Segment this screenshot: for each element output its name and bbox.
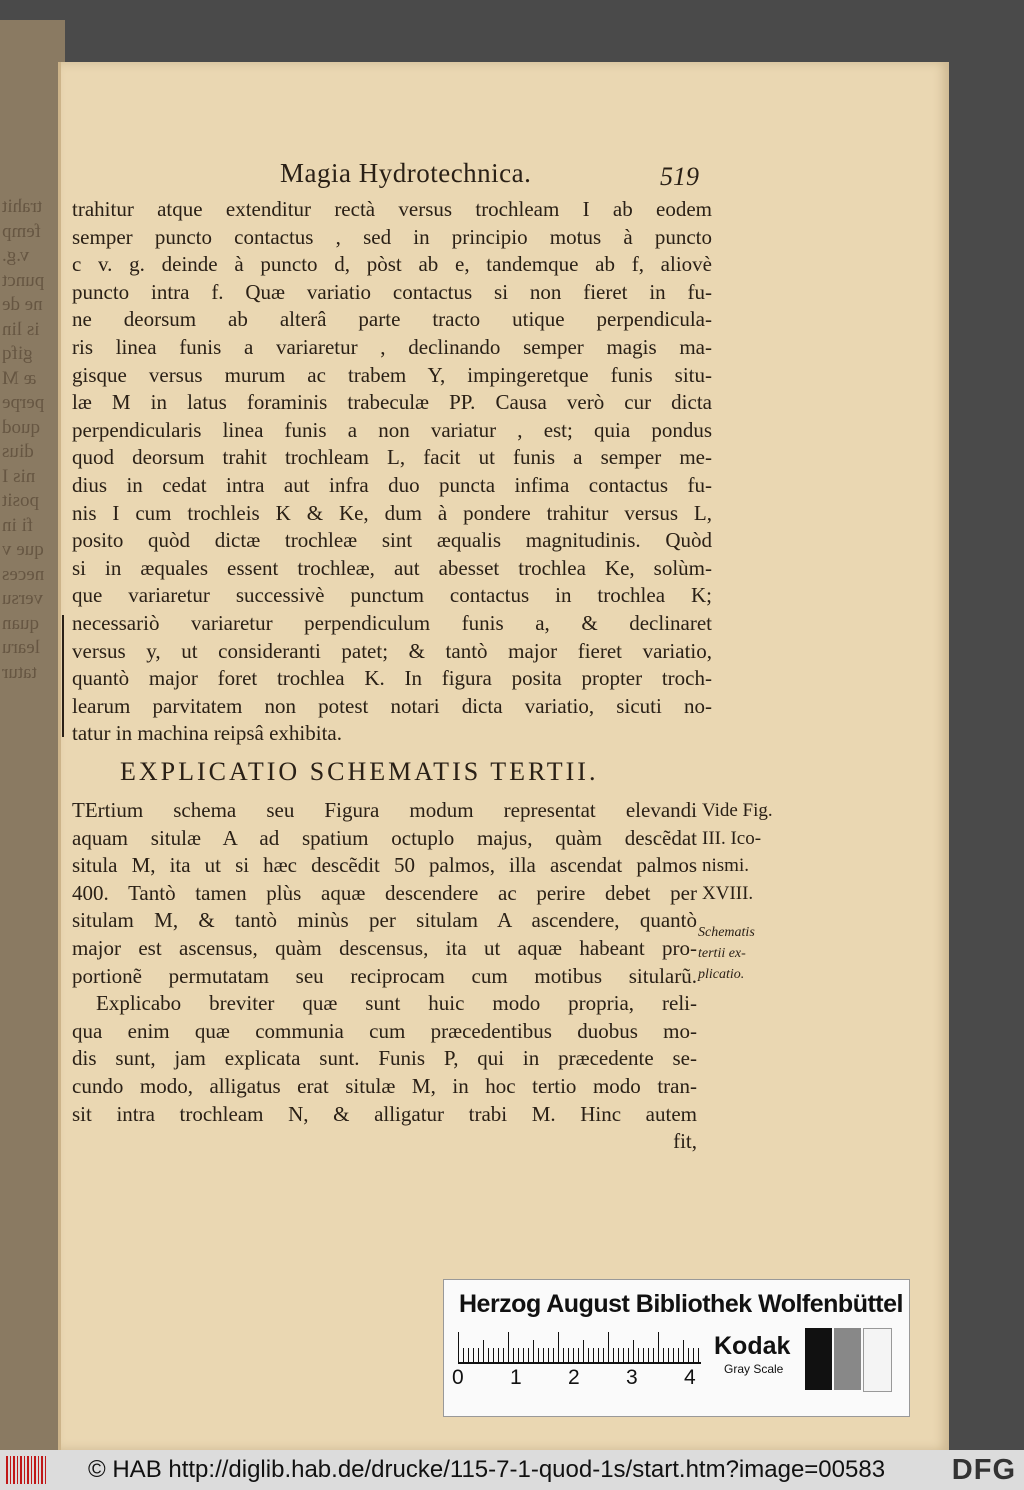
ruler-tick (463, 1348, 464, 1362)
ruler-tick (503, 1348, 504, 1362)
hab-logo-icon (6, 1456, 46, 1484)
bleed-line: perpe (2, 392, 45, 413)
ruler-tick (598, 1348, 599, 1362)
text-line: dis sunt, jam explicata sunt. Funis P, qui in præcedente se- (72, 1046, 697, 1071)
ruler-tick (648, 1348, 649, 1362)
bleed-line: nis I (2, 465, 36, 487)
text-line: learum parvitatem non potest notari dicta variatio, sicuti no- (72, 693, 712, 718)
ruler-tick (668, 1348, 669, 1362)
ruler-tick (578, 1348, 579, 1362)
text-line: aquam situlæ A ad spatium octuplo majus, quàm descẽdat (72, 825, 697, 850)
ruler-tick (488, 1348, 489, 1362)
ruler-tick (478, 1348, 479, 1362)
text-line: nis I cum trochleis K & Ke, dum à pondere trahitur versus L, (72, 500, 712, 525)
bleed-line: trahit (2, 196, 43, 217)
ruler-tick (573, 1348, 574, 1362)
bleed-line: versu (2, 588, 44, 609)
text-line: portionẽ permutatam seu reciprocam cum motibus sitularũ. (72, 963, 697, 988)
ruler-tick (638, 1348, 639, 1362)
bleed-line: v.g. (2, 245, 30, 266)
color-calibration-card (443, 1279, 910, 1417)
bleed-line: learu (2, 637, 40, 658)
ruler-tick (553, 1348, 554, 1362)
bleed-line: quan (2, 612, 39, 634)
text-line: læ M in latus foraminis trabeculæ PP. Causa verò cur dicta (72, 390, 712, 415)
marginal-note-line: tertii ex- (698, 946, 746, 961)
gray-swatch (834, 1328, 861, 1390)
marginal-note-line: Schematis (698, 925, 755, 940)
bleed-line: fi in (2, 514, 34, 536)
library-name: Herzog August Bibliothek Wolfenbüttel (459, 1290, 903, 1318)
text-line: qua enim quæ communia cum præcedentibus duobus mo- (72, 1018, 697, 1043)
page-number: 519 (660, 162, 699, 191)
ruler-tick (493, 1348, 494, 1362)
ruler-tick (543, 1348, 544, 1362)
paragraph-1 (72, 196, 712, 748)
catchword: fit, (673, 1129, 697, 1154)
ruler-tick (458, 1332, 459, 1362)
bleed-line: femp (2, 220, 42, 242)
black-swatch (805, 1328, 832, 1390)
text-line: sit intra trochleam N, & alligatur trabi M. Hinc autem (72, 1101, 697, 1126)
ruler-tick (508, 1332, 509, 1362)
marginal-note-line: plicatio. (698, 967, 745, 982)
ruler-number: 3 (626, 1366, 638, 1389)
text-line: ris linea funis a variaretur , declinando semper magis ma- (72, 334, 712, 359)
ruler-number: 1 (510, 1366, 522, 1389)
section-heading: EXPLICATIO SCHEMATIS TERTII. (120, 757, 599, 786)
bleed-line: æ M (2, 367, 37, 389)
text-line: dius in cedat intra aut infra duo puncta infima contactus fu- (72, 472, 712, 497)
ruler-tick (688, 1348, 689, 1362)
text-line: trahitur atque extenditur rectà versus trochleam I ab eodem (72, 197, 712, 221)
ruler-tick (483, 1340, 484, 1362)
text-line: cundo modo, alligatus erat situlæ M, in hoc tertio modo tran- (72, 1073, 697, 1098)
ruler-tick (618, 1348, 619, 1362)
text-line: tatur in machina reipsâ exhibita. (72, 721, 342, 746)
bleed-line: neces (2, 563, 45, 585)
margin-bracket (62, 615, 64, 737)
facing-page-bleed-text (0, 195, 64, 685)
bleed-line: dius (2, 441, 34, 462)
bleed-line: is lin (2, 318, 40, 340)
text-line: perpendicularis linea funis a non variatur , est; quia pondus (72, 417, 712, 442)
ruler-tick (628, 1348, 629, 1362)
marginal-note-line: Vide Fig. (702, 800, 773, 821)
ruler-tick (583, 1340, 584, 1362)
scale-ruler (458, 1332, 701, 1364)
text-line: gisque versus murum ac trabem Y, impingeretque funis situ- (72, 362, 712, 387)
paragraph-2 (72, 797, 697, 1156)
ruler-number: 4 (684, 1366, 696, 1389)
ruler-tick (613, 1348, 614, 1362)
ruler-tick (538, 1348, 539, 1362)
ruler-tick (523, 1348, 524, 1362)
ruler-tick (608, 1332, 609, 1362)
running-head: Magia Hydrotechnica. (280, 158, 532, 188)
ruler-tick (698, 1348, 699, 1362)
marginal-note-line: III. Ico- (702, 827, 762, 849)
ruler-tick (643, 1348, 644, 1362)
ruler-tick (633, 1340, 634, 1362)
ruler-tick (468, 1348, 469, 1362)
bleed-line: posit (2, 490, 39, 511)
white-swatch (863, 1328, 892, 1392)
ruler-tick (568, 1348, 569, 1362)
text-line: si in æquales essent trochleæ, aut abesset trochlea Ke, solùm- (72, 555, 712, 580)
text-line: necessariò variaretur perpendiculum funis a, & declinaret (72, 610, 712, 635)
ruler-tick (683, 1340, 684, 1362)
ruler-tick (498, 1348, 499, 1362)
ruler-numbers (452, 1366, 712, 1392)
gray-scale-label: Gray Scale (724, 1362, 784, 1376)
ruler-number: 0 (452, 1366, 464, 1389)
ruler-tick (693, 1348, 694, 1362)
ruler-tick (678, 1348, 679, 1362)
ruler-tick (653, 1348, 654, 1362)
text-line: c v. g. deinde à puncto d, pòst ab e, tandemque ab f, aliovè (72, 252, 712, 277)
ruler-tick (473, 1348, 474, 1362)
text-line: quod deorsum trahit trochleam L, facit ut funis a semper me- (72, 445, 712, 470)
text-line: TErtium schema seu Figura modum representat elevandi (72, 798, 697, 822)
text-line: quantò major foret trochlea K. In figura posita propter troch- (72, 666, 712, 691)
bleed-line: que v (2, 539, 44, 560)
kodak-logo: Kodak (714, 1332, 791, 1360)
bleed-line: tatur (2, 661, 37, 683)
text-line: posito quòd dictæ trochleæ sint æqualis magnitudinis. Quòd (72, 528, 712, 553)
dfg-logo: DFG (951, 1454, 1016, 1486)
text-line: situla M, ita ut si hæc descẽdit 50 palmos, illa ascendat palmos (72, 853, 697, 878)
bleed-line: gifq (2, 343, 33, 364)
marginal-note-line: nismi. (702, 855, 749, 877)
bleed-line: ne de (2, 294, 43, 315)
text-line: 400. Tantò tamen plùs aquæ descendere ac perire debet per (72, 880, 697, 905)
bleed-line: punct (2, 269, 45, 291)
marginal-note-2 (698, 922, 755, 985)
marginal-note (702, 797, 773, 907)
text-line: versus y, ut consideranti patet; & tantò major fieret variatio, (72, 638, 712, 663)
ruler-tick (533, 1340, 534, 1362)
ruler-tick (558, 1332, 559, 1362)
source-url[interactable]: © HAB http://diglib.hab.de/drucke/115-7-1-quod-1s/start.htm?image=00583 (88, 1456, 886, 1483)
viewer-footer (0, 1450, 1024, 1490)
ruler-tick (593, 1348, 594, 1362)
ruler-tick (548, 1348, 549, 1362)
ruler-tick (673, 1348, 674, 1362)
ruler-tick (623, 1348, 624, 1362)
ruler-tick (663, 1348, 664, 1362)
text-line: situlam M, & tantò minùs per situlam A ascendere, quantò (72, 908, 697, 933)
ruler-tick (603, 1348, 604, 1362)
bleed-line: quod (2, 416, 40, 438)
ruler-tick (518, 1348, 519, 1362)
text-line: ne deorsum ab alterâ parte tracto utique perpendicula- (72, 307, 712, 332)
text-line: puncto intra f. Quæ variatio contactus si non fieret in fu- (72, 279, 712, 304)
text-line: semper puncto contactus , sed in principio motus à puncto (72, 224, 712, 249)
text-line: Explicabo breviter quæ sunt huic modo propria, reli- (96, 991, 697, 1016)
marginal-note-line: XVIII. (702, 882, 754, 904)
ruler-tick (528, 1348, 529, 1362)
ruler-tick (513, 1348, 514, 1362)
ruler-tick (658, 1332, 659, 1362)
ruler-tick (588, 1348, 589, 1362)
ruler-tick (563, 1348, 564, 1362)
ruler-number: 2 (568, 1366, 580, 1389)
text-line: major est ascensus, quàm descensus, ita ut aquæ habeant pro- (72, 935, 697, 960)
text-line: que variaretur successivè punctum contactus in trochlea K; (72, 583, 712, 608)
